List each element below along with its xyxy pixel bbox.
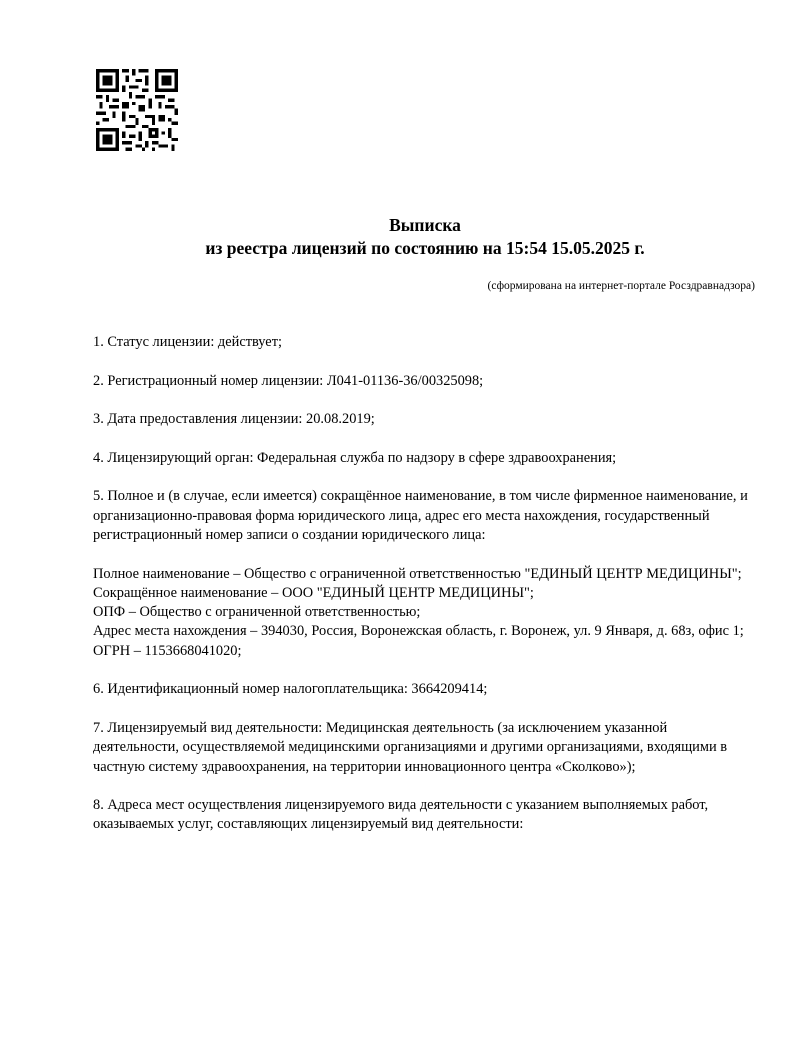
activity-places: 8. Адреса мест осуществления лицензируемого вида деятельности с указанием выполняемых работ, оказываемых услуг, составляющих лицензируемый вид деятельности: (93, 797, 709, 833)
full-name: Полное наименование – Общество с ограниченной ответственностью "ЕДИНЫЙ ЦЕНТР МЕДИЦИНЫ"; (93, 565, 742, 582)
license-reg-number: 2. Регистрационный номер лицензии: Л041-01136-36/00325098; (93, 372, 484, 389)
license-date: 3. Дата предоставления лицензии: 20.08.2019; (93, 411, 375, 428)
license-details (93, 333, 753, 854)
taxpayer-id: 6. Идентификационный номер налогоплательщика: 3664209414; (93, 681, 488, 698)
licensing-authority: 4. Лицензирующий орган: Федеральная служба по надзору в сфере здравоохранения; (93, 449, 617, 466)
qr-code-icon (96, 69, 178, 151)
document-title: Выписка (389, 215, 461, 235)
legal-entity-heading: 5. Полное и (в случае, если имеется) сокращённое наименование, в том числе фирменное наименование, и организационно-правовая форма юридического лица, адрес его места нахождения, государственный регистрационный номер записи о создании юридического лица: (93, 488, 748, 543)
licensed-activity: 7. Лицензируемый вид деятельности: Медицинская деятельность (за исключением указанной деятельности, осуществляемой медицинскими организациями и другими организациями, входящими в частную систему здравоохранения, на территории инновационного центра «Сколково»); (93, 719, 728, 775)
address: Адрес места нахождения – 394030, Россия, Воронежская область, г. Воронеж, ул. 9 Января, д. 68з, офис 1; (93, 623, 744, 640)
source-note: (сформирована на интернет-портале Росздравнадзора) (487, 280, 755, 292)
legal-entity-block (93, 565, 753, 661)
document-subtitle: из реестра лицензий по состоянию на 15:54 15.05.2025 г. (205, 238, 645, 258)
license-status: 1. Статус лицензии: действует; (93, 334, 282, 350)
short-name: Сокращённое наименование – ООО "ЕДИНЫЙ ЦЕНТР МЕДИЦИНЫ"; (93, 584, 534, 601)
ogrn: ОГРН – 1153668041020; (93, 642, 242, 659)
opf: ОПФ – Общество с ограниченной ответственностью; (93, 604, 421, 621)
